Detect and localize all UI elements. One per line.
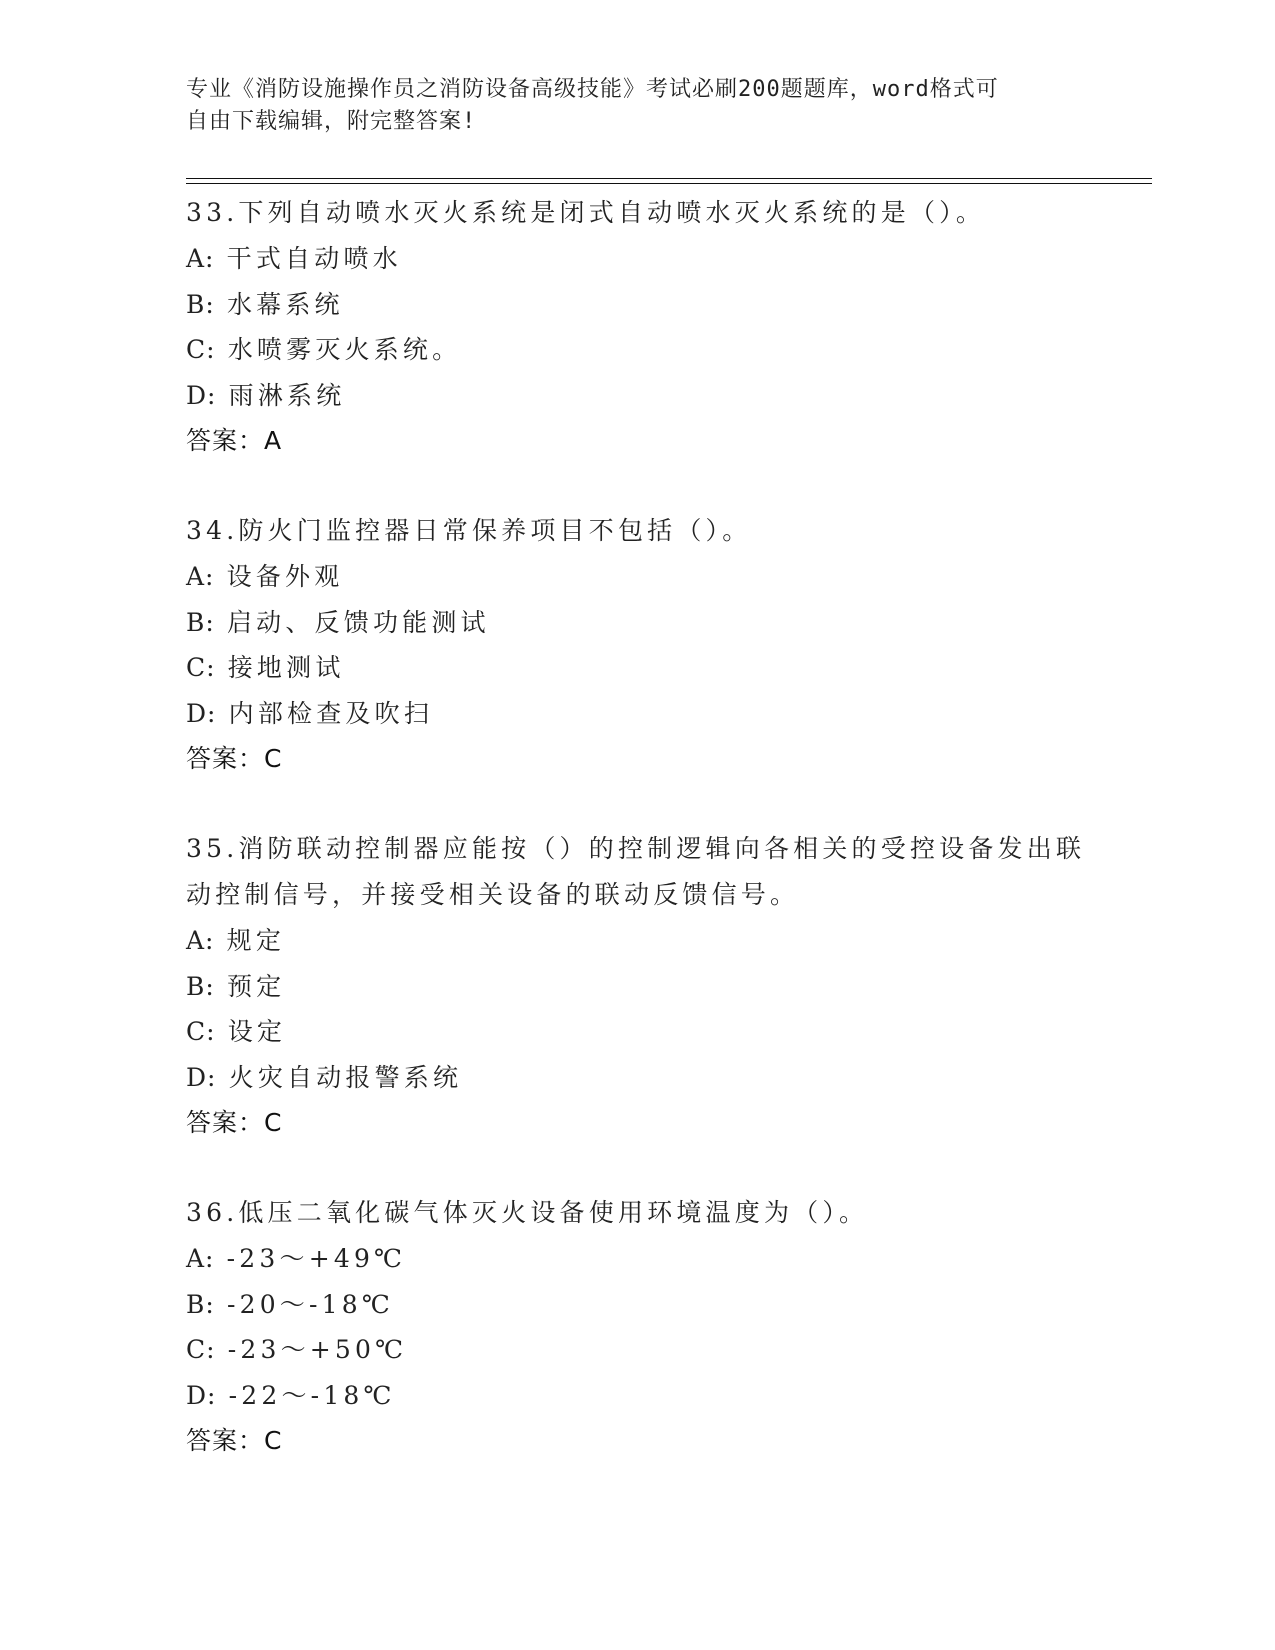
question-35 bbox=[186, 826, 1106, 1146]
option-c bbox=[186, 327, 1106, 373]
option-a bbox=[186, 554, 1106, 600]
option-key: C: bbox=[186, 1017, 216, 1046]
option-key: D: bbox=[186, 380, 217, 410]
option-b bbox=[186, 964, 1106, 1010]
option-text: -23～+50℃ bbox=[227, 1335, 408, 1364]
option-key: D: bbox=[186, 698, 217, 728]
question-stem: 36.低压二氧化碳气体灭火设备使用环境温度为（）。 bbox=[186, 1198, 869, 1227]
question-34 bbox=[186, 508, 1106, 782]
option-b bbox=[186, 1282, 1106, 1328]
option-key: A: bbox=[186, 244, 215, 273]
option-text: -23～+49℃ bbox=[226, 1244, 407, 1273]
option-text: 预定 bbox=[226, 971, 286, 1001]
question-list bbox=[186, 190, 1106, 1508]
option-key: C: bbox=[186, 653, 216, 682]
option-key: B: bbox=[186, 971, 215, 1001]
option-text: 火灾自动报警系统 bbox=[228, 1062, 463, 1092]
answer-line: 答案：C bbox=[186, 1108, 283, 1137]
answer-line: 答案：C bbox=[186, 744, 283, 773]
option-key: C: bbox=[186, 1335, 216, 1364]
option-text: 设定 bbox=[227, 1017, 287, 1046]
option-d bbox=[186, 1055, 1106, 1101]
option-key: B: bbox=[186, 289, 215, 319]
question-stem: 34.防火门监控器日常保养项目不包括（）。 bbox=[186, 516, 752, 545]
option-c bbox=[186, 1327, 1106, 1373]
header-line-2: 自由下载编辑，附完整答案! bbox=[186, 109, 477, 134]
option-text: -22～-18℃ bbox=[228, 1380, 396, 1410]
option-a bbox=[186, 918, 1106, 964]
option-d bbox=[186, 373, 1106, 419]
question-36 bbox=[186, 1190, 1106, 1464]
option-text: 接地测试 bbox=[227, 653, 345, 682]
option-a bbox=[186, 1236, 1106, 1282]
option-key: B: bbox=[186, 1289, 215, 1319]
option-text: 设备外观 bbox=[226, 562, 344, 591]
document-header bbox=[186, 74, 1066, 138]
header-divider-top bbox=[186, 178, 1152, 179]
question-33 bbox=[186, 190, 1106, 464]
option-text: 启动、反馈功能测试 bbox=[226, 607, 490, 637]
option-c bbox=[186, 1009, 1106, 1055]
header-divider-bottom bbox=[186, 183, 1152, 184]
question-stem: 35.消防联动控制器应能按（）的控制逻辑向各相关的受控设备发出联动控制信号，并接受相关设备的联动反馈信号。 bbox=[186, 834, 1086, 909]
question-stem: 33.下列自动喷水灭火系统是闭式自动喷水灭火系统的是（）。 bbox=[186, 198, 986, 227]
option-key: C: bbox=[186, 335, 216, 364]
option-key: D: bbox=[186, 1380, 217, 1410]
option-b bbox=[186, 600, 1106, 646]
option-d bbox=[186, 691, 1106, 737]
header-line-1: 专业《消防设施操作员之消防设备高级技能》考试必刷200题题库，word格式可 bbox=[186, 77, 999, 102]
option-c bbox=[186, 645, 1106, 691]
option-b bbox=[186, 282, 1106, 328]
option-d bbox=[186, 1373, 1106, 1419]
option-text: 雨淋系统 bbox=[228, 380, 346, 410]
option-key: A: bbox=[186, 562, 215, 591]
option-text: -20～-18℃ bbox=[226, 1289, 395, 1319]
option-key: B: bbox=[186, 607, 215, 637]
answer-line: 答案：C bbox=[186, 1426, 283, 1455]
option-a bbox=[186, 236, 1106, 282]
option-key: D: bbox=[186, 1062, 217, 1092]
option-key: A: bbox=[186, 926, 215, 955]
option-text: 内部检查及吹扫 bbox=[228, 698, 434, 728]
option-text: 水幕系统 bbox=[226, 289, 344, 319]
option-text: 规定 bbox=[226, 926, 286, 955]
option-text: 干式自动喷水 bbox=[226, 244, 402, 273]
answer-line: 答案：A bbox=[186, 426, 283, 455]
option-text: 水喷雾灭火系统。 bbox=[227, 335, 462, 364]
option-key: A: bbox=[186, 1244, 215, 1273]
